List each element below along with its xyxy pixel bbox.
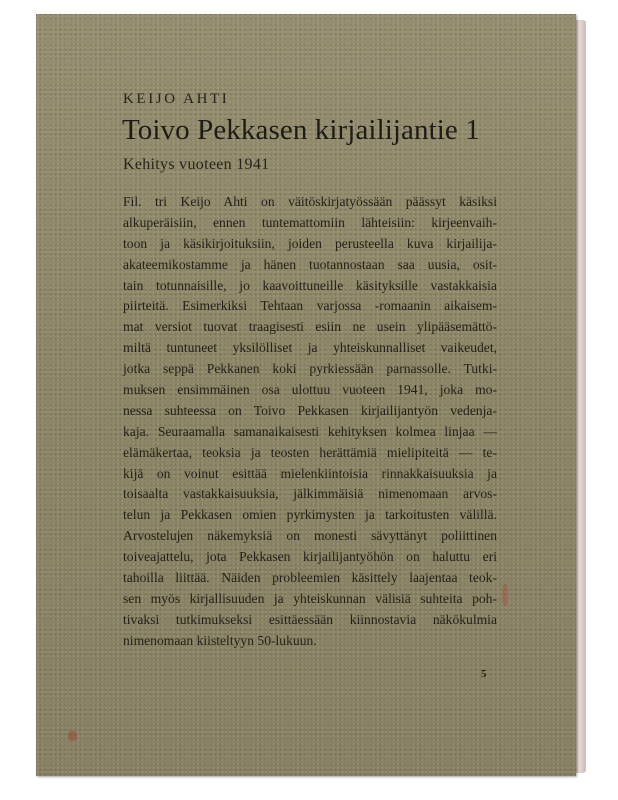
red-ink-spot [502,584,508,606]
blurb-text [123,192,497,652]
blurb-line: toiveajattelu, jota Pekkasen kirjailijantyöhön on haluttu eri [123,549,497,565]
blurb-line: kijä on voinut esittää mielenkiintoisia rinnakkaisuuksia ja [123,465,497,481]
blurb-line: Arvostelujen näkemyksiä on monesti sävyttänyt poliittinen [123,528,497,544]
blurb-line: toisaalta vastakkaisuuksia, jälkimmäisiä nimenomaan arvos- [123,486,497,502]
blurb-line: telun ja Pekkasen omien pyrkimysten ja tarkoitusten välillä. [123,507,497,523]
blurb-line: akateemikostamme ja hänen tuotannostaan saa uusia, osit- [123,256,497,272]
blurb-line: tahoilla liittää. Näiden probleemien käsittely laajentaa teok- [123,570,497,586]
blurb-line: elämäkertaa, teoksia ja teosten herättämiä mielipiteitä — te- [123,444,497,460]
blurb-line: tivaksi tutkimukseksi esittäessään kiinnostavia näkökulmia [123,611,497,627]
blurb-line: jotka seppä Pekkanen koki pyrkiessään parnassolle. Tutki- [123,361,497,377]
blurb-line: sen myös kirjallisuuden ja yhteiskunnan välisiä suhteita poh- [123,590,497,606]
blurb-line: miltä tuntuneet yksilölliset ja yhteiskunnalliset vaikeudet, [123,340,497,356]
blurb-line: muksen ensimmäinen osa ulottuu vuoteen 1941, joka mo- [123,382,497,398]
book-subtitle: Kehitys vuoteen 1941 [123,156,270,173]
blurb-line: tain totunnaisille, jo kaavoittuneille käsityksille vastakkaisia [123,277,497,293]
blurb-line: Fil. tri Keijo Ahti on väitöskirjatyössään päässyt käsiksi [123,194,497,209]
blurb-line: mat versiot tuovat traagisesti esiin ne usein ylipääsemättö- [123,319,497,335]
blurb-line: nimenomaan kiisteltyyn 50-lukuun. [123,632,317,648]
page-number: 5 [481,668,487,680]
red-ink-spot [68,731,77,741]
blurb-line: toon ja käsikirjoituksiin, joiden perusteella kuva kirjailija- [123,235,497,251]
blurb-line: alkuperäisiin, ennen tuntemattomiin lähteisiin: kirjeenvaih- [123,214,497,230]
author-name: KEIJO AHTI [123,91,230,107]
blurb-line: kaja. Seuraamalla samanaikaisesti kehityksen kolmea linjaa — [123,423,497,439]
blurb-line: nessa suhteessa on Toivo Pekkasen kirjailijantyön vedenja- [123,402,497,418]
blurb-line: piirteitä. Esimerkiksi Tehtaan varjossa -romaanin aikaisem- [123,298,497,314]
book-title: Toivo Pekkasen kirjailijantie 1 [122,114,480,146]
